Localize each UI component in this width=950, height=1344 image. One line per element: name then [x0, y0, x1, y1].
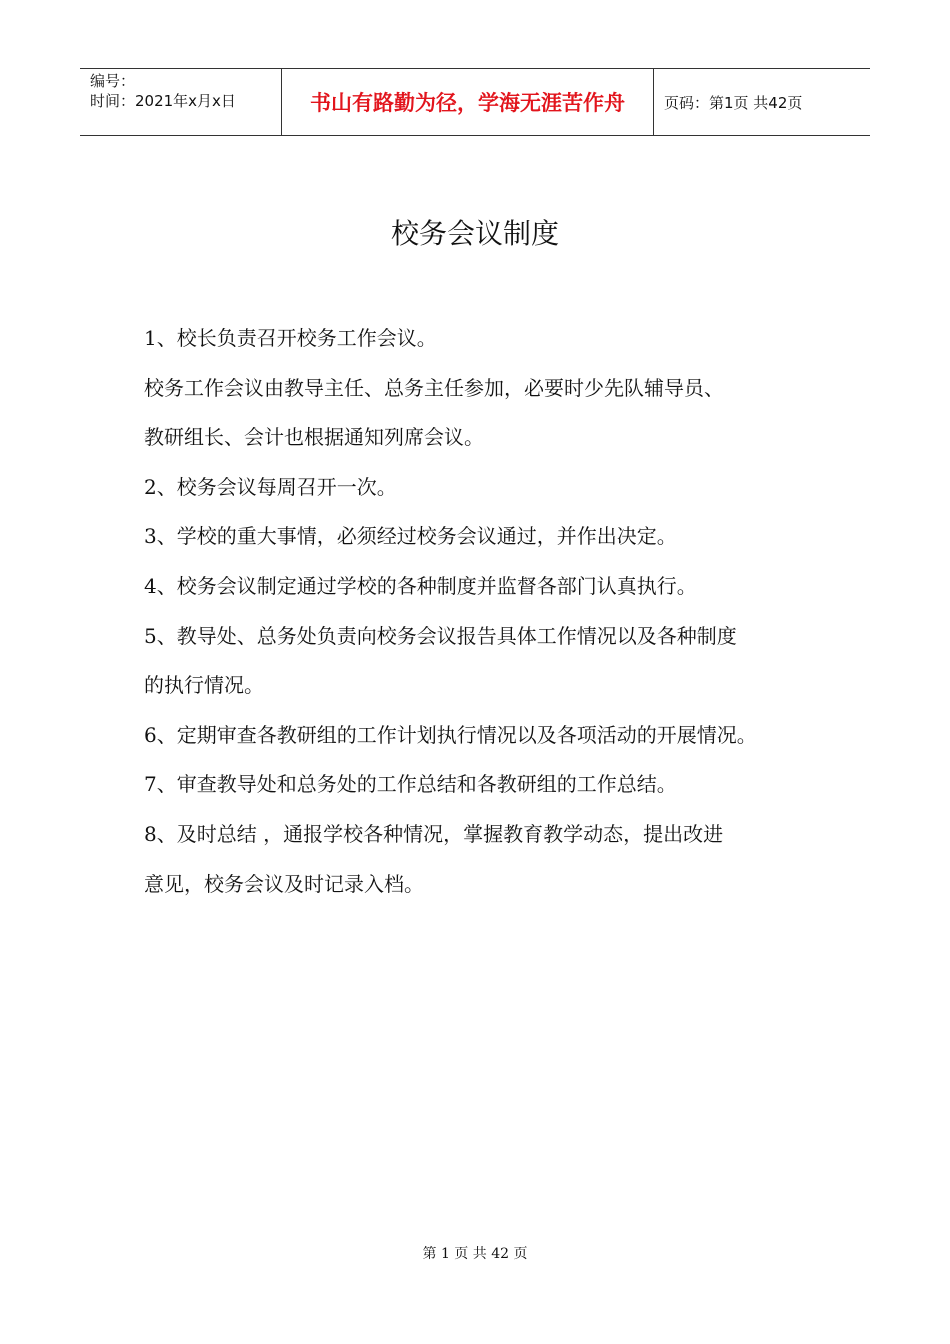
paragraph-line: 5、教导处、总务处负责向校务会议报告具体工作情况以及各种制度 — [144, 623, 737, 648]
header-page-info: 页码：第1页 共42页 — [664, 93, 803, 112]
paragraph-line: 意见，校务会议及时记录入档。 — [144, 871, 424, 896]
document-date: 时间：2021年x月x日 — [90, 92, 236, 110]
paragraph-line: 2、校务会议每周召开一次。 — [144, 474, 397, 499]
document-title: 校务会议制度 — [390, 217, 559, 250]
paragraph-line: 的执行情况。 — [144, 673, 264, 698]
header-motto: 书山有路勤为径，学海无涯苦作舟 — [281, 69, 654, 135]
paragraph-line: 3、学校的重大事情，必须经过校务会议通过，并作出决定。 — [144, 524, 677, 549]
paragraph-line: 1、校长负责召开校务工作会议。 — [144, 326, 437, 350]
page-footer: 第 1 页 共 42 页 — [422, 1246, 528, 1262]
document-number-label: 编号： — [90, 72, 136, 90]
document-header — [80, 68, 870, 136]
paragraph-line: 6、定期审查各教研组的工作计划执行情况以及各项活动的开展情况。 — [144, 722, 757, 747]
paragraph-line: 7、审查教导处和总务处的工作总结和各教研组的工作总结。 — [144, 772, 677, 797]
document-body — [144, 314, 824, 909]
paragraph-line: 校务工作会议由教导主任、总务主任参加，必要时少先队辅导员、 — [144, 375, 724, 400]
header-meta — [80, 69, 281, 135]
paragraph-line: 教研组长、会计也根据通知列席会议。 — [144, 425, 484, 450]
paragraph-line: 8、及时总结 ，通报学校各种情况，掌握教育教学动态，提出改进 — [144, 821, 724, 846]
paragraph-line: 4、校务会议制定通过学校的各种制度并监督各部门认真执行。 — [144, 573, 697, 598]
